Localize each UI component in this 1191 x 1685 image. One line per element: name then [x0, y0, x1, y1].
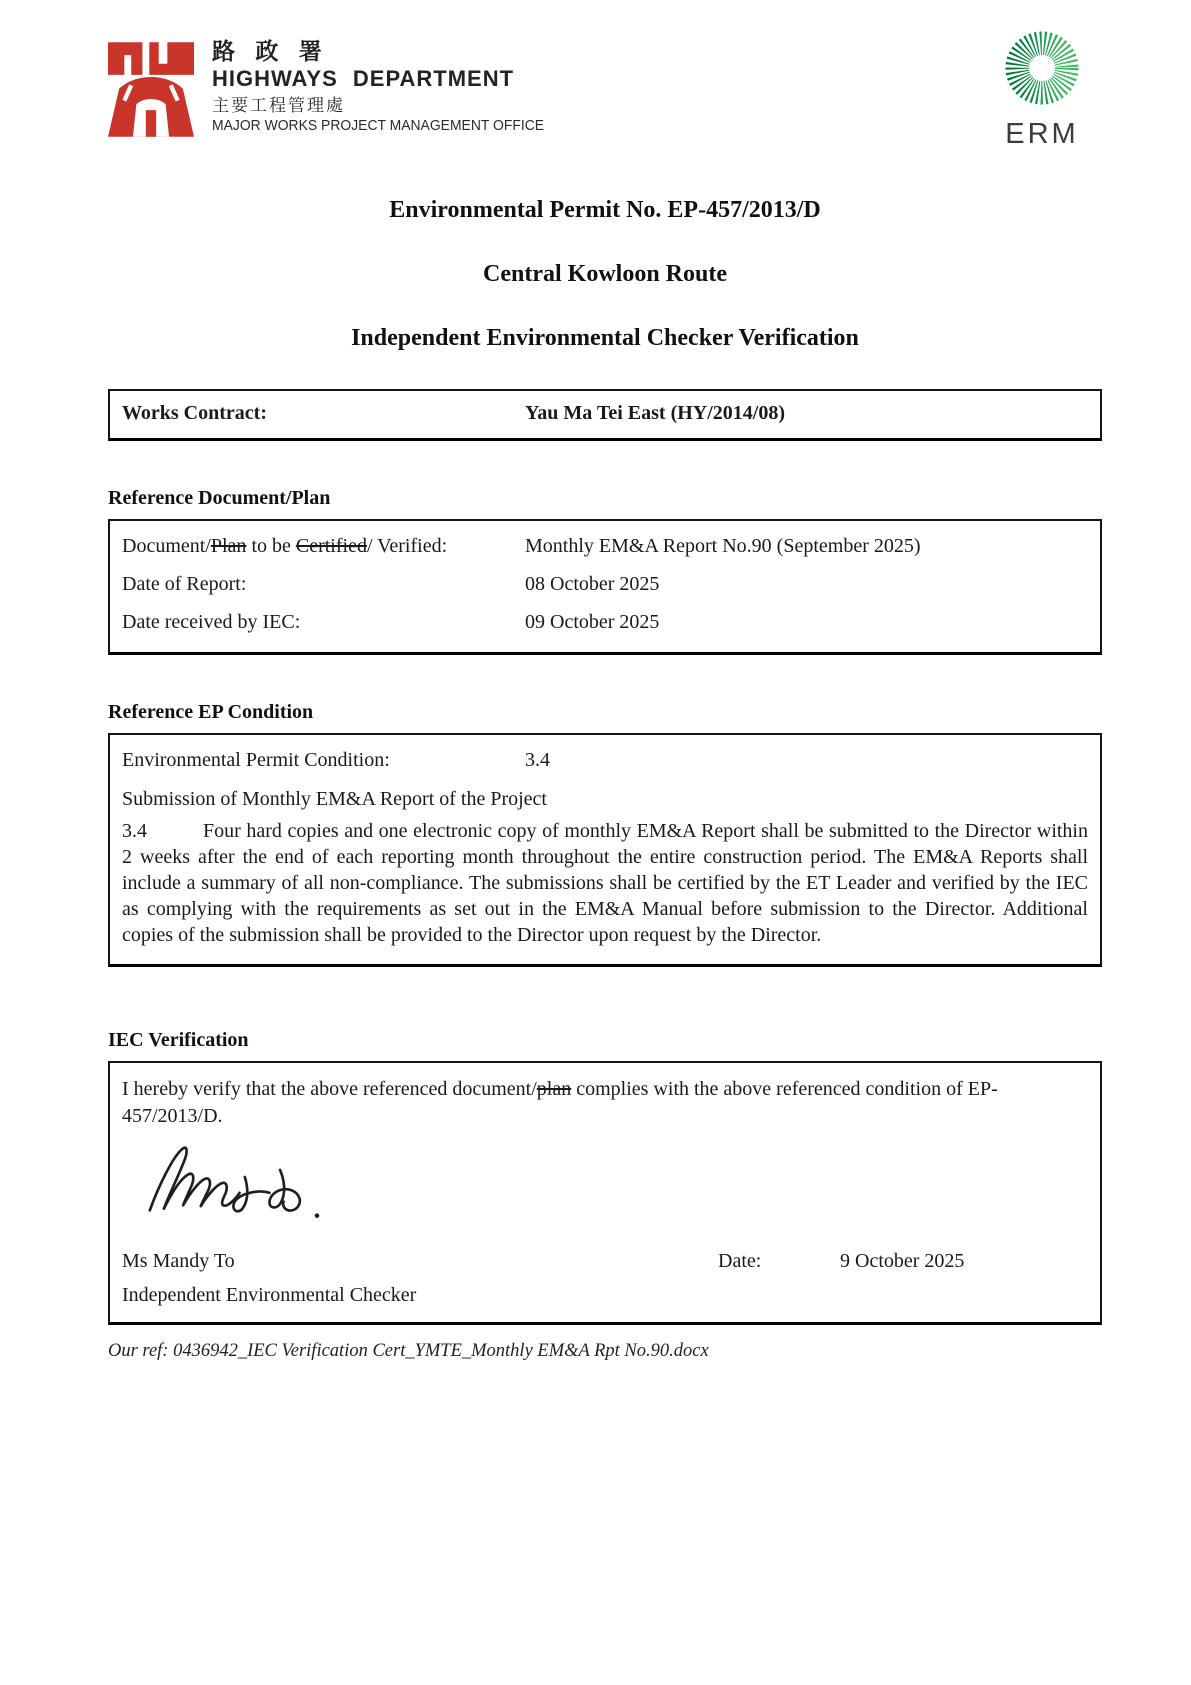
ep-condition-subtitle: Submission of Monthly EM&A Report of the Project: [122, 788, 547, 810]
label-part: to be: [246, 535, 296, 557]
erm-logo-block: [982, 26, 1102, 151]
reference-ep-heading: Reference EP Condition: [108, 701, 314, 723]
date-of-report-row: [122, 573, 1088, 596]
date-received-label: Date received by IEC:: [122, 611, 301, 633]
erm-sunburst-icon: [1000, 26, 1084, 116]
hd-english-name: HIGHWAYS DEPARTMENT: [212, 66, 515, 92]
clause-number: 3.4: [122, 820, 147, 842]
signature-name-date-row: [122, 1250, 1088, 1273]
mandy-to-signature-icon: [128, 1140, 1088, 1234]
statement-part: I hereby verify that the above referenced document/: [122, 1078, 537, 1100]
page-header: [108, 30, 1102, 151]
project-title: Central Kowloon Route: [483, 261, 727, 287]
highways-department-text: [212, 38, 558, 135]
highways-department-logo-icon: [108, 42, 194, 143]
iec-verification-box: [108, 1061, 1102, 1325]
date-of-report-label: Date of Report:: [122, 573, 247, 595]
ep-condition-label: Environmental Permit Condition:: [122, 749, 390, 771]
clause-text: Four hard copies and one electronic copy of monthly EM&A Report shall be submitted to the Director within 2 weeks after the end of each reporting month throughout the entire construction period. The EM&A Reports shall include a summary of all non-compliance. The submissions shall be certified by the ET Leader and verified by the IEC as complying with the requirements as set out in the EM&A Manual before submission to the Director. Additional copies of the submission shall be provided to the Director upon request by the Director.: [122, 820, 1088, 946]
label-part: Document/: [122, 535, 211, 557]
signature-date-value: 9 October 2025: [840, 1250, 965, 1272]
works-contract-box: [108, 389, 1102, 441]
ep-condition-clause: [122, 818, 1088, 948]
reference-document-box: [108, 519, 1102, 655]
struck-word-certified: Certified: [295, 535, 367, 557]
works-contract-value: Yau Ma Tei East (HY/2014/08): [525, 402, 786, 424]
date-received-row: [122, 611, 1088, 634]
struck-word-plan: plan: [536, 1078, 572, 1100]
document-to-be-verified-value: Monthly EM&A Report No.90 (September 2025): [525, 535, 921, 557]
statement-part: complies with the above referenced condition of EP-457/2013/D.: [122, 1078, 998, 1127]
signature-date-label: Date:: [718, 1250, 762, 1272]
signer-name: Ms Mandy To: [122, 1250, 235, 1272]
hd-english-office: MAJOR WORKS PROJECT MANAGEMENT OFFICE: [212, 118, 545, 135]
document-to-be-verified-label: [122, 535, 525, 558]
date-received-value: 09 October 2025: [525, 611, 660, 633]
ep-condition-value: 3.4: [525, 749, 550, 771]
iec-verification-statement: [122, 1076, 1088, 1130]
label-part: / Verified:: [366, 535, 448, 557]
date-of-report-value: 08 October 2025: [525, 573, 660, 595]
ep-condition-row: [122, 749, 1088, 772]
hd-chinese-name: 路 政 署: [212, 38, 329, 64]
works-contract-label: Works Contract:: [122, 402, 267, 424]
permit-number-title: Environmental Permit No. EP-457/2013/D: [389, 197, 821, 223]
signer-title: Independent Environmental Checker: [122, 1284, 417, 1306]
highways-department-block: [108, 30, 558, 143]
reference-document-heading: Reference Document/Plan: [108, 487, 331, 509]
document-to-be-verified-row: [122, 535, 1088, 558]
works-contract-row: [122, 402, 1088, 425]
reference-ep-box: [108, 733, 1102, 967]
erm-logo-label: ERM: [1005, 118, 1079, 150]
our-ref-footnote: Our ref: 0436942_IEC Verification Cert_YMTE_Monthly EM&A Rpt No.90.docx: [108, 1341, 709, 1361]
struck-word-plan: Plan: [210, 535, 247, 557]
hd-chinese-office: 主要工程管理處: [212, 95, 345, 115]
document-title: Independent Environmental Checker Verification: [351, 325, 859, 351]
iec-verification-heading: IEC Verification: [108, 1029, 249, 1051]
